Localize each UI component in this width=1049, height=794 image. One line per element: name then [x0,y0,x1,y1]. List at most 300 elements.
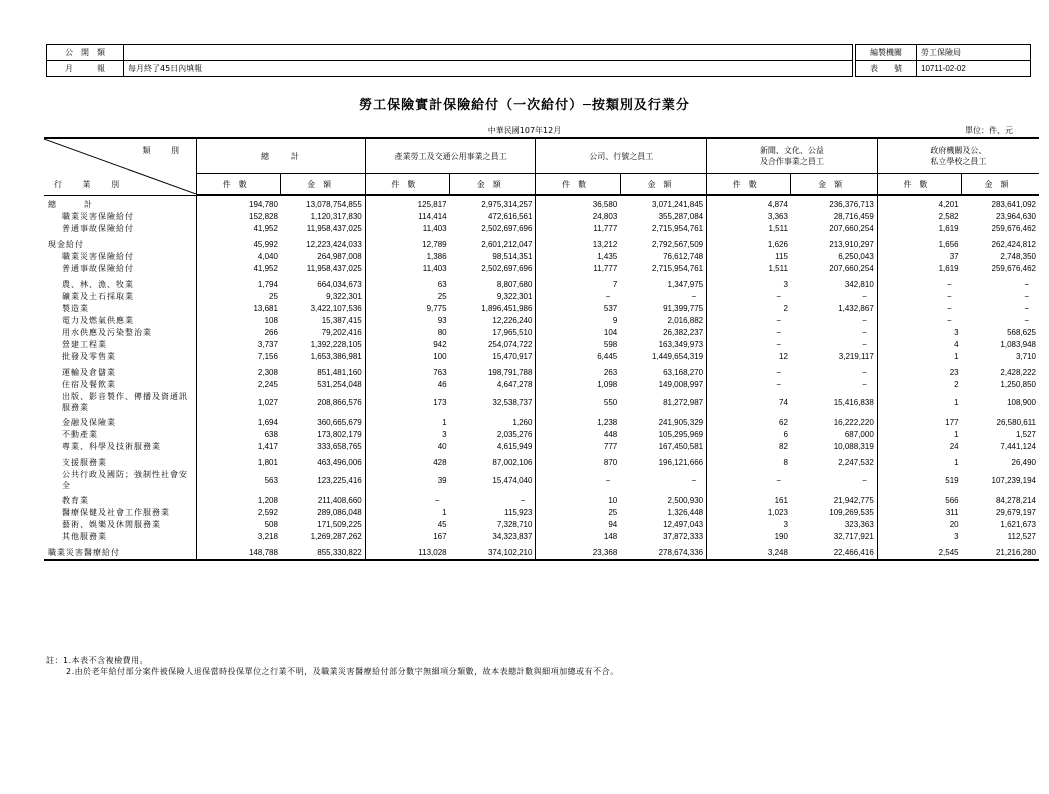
row-label: 藝術、娛樂及休閒服務業 [62,520,161,529]
cell-count: 1,435 [536,251,620,263]
cell-amount: 198,791,788 [487,368,533,377]
cell-count: 3 [877,531,961,543]
row-label: 其他服務業 [62,532,107,541]
cell-count: 161 [707,495,791,507]
cell-amount: 15,474,040 [492,475,533,485]
table-row [44,223,1039,235]
cell-count: − [877,315,961,327]
cell-amount: 1,260 [512,418,533,427]
cell-count: − [707,315,791,327]
table-row [44,251,1039,263]
row-label: 總 計 [48,199,93,209]
cell-count: 1,511 [707,263,791,275]
cell-amount: 333,658,765 [317,442,362,451]
table-row [44,429,1039,441]
cell-amount: 21,942,775 [833,496,874,505]
cell-amount: − [691,292,697,301]
cell-count: 2,582 [877,211,961,223]
cell-count: 1,801 [197,457,281,469]
cell-count: − [707,367,791,379]
cell-amount: 15,416,838 [833,397,874,407]
cell-count: 4,874 [707,195,791,211]
cell-amount: 2,428,222 [1000,368,1036,377]
cell-count: 1 [365,417,449,429]
row-label: 製造業 [62,304,89,313]
header-left-table [46,44,853,77]
table-row [44,327,1039,339]
row-label: 不動產業 [62,430,98,439]
cell-count: 104 [536,327,620,339]
cell-count: 777 [536,441,620,453]
cell-count: 563 [197,469,281,491]
cell-count: 550 [536,391,620,413]
unit-label: 單位：件、元 [965,126,1013,135]
cell-amount: 355,287,084 [658,212,704,221]
cell-count: 1 [877,457,961,469]
cell-amount: 12,497,043 [663,520,704,529]
table-row [44,507,1039,519]
cell-count: 24 [877,441,961,453]
cell-amount: 115,923 [504,508,533,517]
cell-count: 4,201 [877,195,961,211]
sub-header-amount: 金額 [962,174,1039,196]
table-row [44,351,1039,363]
cell-count: 190 [707,531,791,543]
cell-amount: 12,226,240 [492,316,533,325]
header-left-label: 公 開 類 [47,45,124,61]
cell-count: 12 [707,351,791,363]
sub-header-amount: 金額 [281,174,365,196]
row-label: 營建工程業 [62,340,107,349]
cell-amount: 207,660,254 [829,224,874,233]
cell-amount: 29,679,197 [995,508,1036,517]
table-body [44,195,1039,560]
cell-count: 20 [877,519,961,531]
cell-count: 37 [877,251,961,263]
cell-count: 13,212 [536,239,620,251]
cell-amount: 98,514,351 [492,252,533,261]
cell-count: 1,417 [197,441,281,453]
cell-amount: 91,399,775 [663,304,704,313]
cell-amount: 76,612,748 [663,252,704,261]
cell-count: 173 [365,391,449,413]
cell-amount: 664,034,673 [317,280,362,289]
cell-amount: 9,322,301 [496,292,533,301]
cell-amount: 173,802,179 [317,430,362,439]
table-row [44,367,1039,379]
cell-amount: 167,450,581 [658,442,704,451]
table-row [44,303,1039,315]
cell-count: 519 [877,469,961,491]
cell-count: 6,445 [536,351,620,363]
table-corner [44,138,197,195]
cell-amount: 163,349,973 [658,340,704,349]
row-label: 教育業 [62,496,89,505]
cell-count: 167 [365,531,449,543]
cell-amount: 262,424,812 [991,240,1036,249]
cell-count: 1,238 [536,417,620,429]
table-row [44,291,1039,303]
corner-bottom-label: 行 業 別 [54,180,129,190]
table-row [44,531,1039,543]
cell-amount: 11,958,437,025 [306,224,362,233]
cell-count: 194,780 [197,195,281,211]
cell-amount: 171,509,225 [317,520,362,529]
cell-count: 100 [365,351,449,363]
table-row [44,547,1039,560]
row-label: 用水供應及污染整治業 [62,328,152,337]
header-left-value: 每月終了45日內填報 [124,61,853,77]
cell-count: 6 [707,429,791,441]
cell-count: 24,803 [536,211,620,223]
cell-amount: − [862,475,867,485]
cell-count: 45 [365,519,449,531]
cell-count: 1 [877,429,961,441]
cell-amount: 28,716,459 [833,212,874,221]
cell-amount: 1,326,448 [667,508,704,517]
cell-count: 3 [707,279,791,291]
cell-count: 62 [707,417,791,429]
cell-count: 25 [197,291,281,303]
cell-amount: 259,676,462 [991,264,1036,273]
cell-amount: 6,250,043 [838,252,874,261]
table-row [44,279,1039,291]
cell-amount: − [1024,304,1029,313]
cell-count: 13,681 [197,303,281,315]
cell-amount: 236,376,713 [829,200,874,209]
cell-amount: 342,810 [844,280,874,289]
cell-amount: 289,086,048 [317,508,362,517]
cell-amount: 1,621,673 [1000,520,1036,529]
cell-count: 82 [707,441,791,453]
cell-count: − [536,291,620,303]
cell-count: 3 [365,429,449,441]
row-label: 現金給付 [48,240,84,249]
cell-amount: 2,247,532 [838,458,874,467]
row-label: 支援服務業 [62,458,107,467]
cell-count: − [707,379,791,391]
cell-amount: 13,078,754,855 [306,200,362,209]
cell-amount: 1,250,850 [1000,380,1036,389]
cell-count: 41,952 [197,223,281,235]
column-group-header: 政府機關及公、 私立學校之員工 [877,138,1039,174]
sub-header-count: 件數 [365,174,449,196]
row-label: 職業災害保險給付 [62,252,134,261]
cell-count: 3,248 [707,547,791,560]
cell-count: 4 [877,339,961,351]
data-table [44,137,1039,561]
cell-amount: 2,715,954,761 [651,224,704,233]
cell-count: 25 [536,507,620,519]
note-line: 2.由於老年給付部分案件被保險人退保當時投保單位之行業不明，及職業災害醫療給付部分數字無細項分類數，故本表總計數與細項加總或有不合。 [66,667,619,676]
cell-amount: 213,910,297 [829,240,874,249]
cell-count: 2 [707,303,791,315]
cell-amount: − [1024,292,1029,301]
cell-count: 148 [536,531,620,543]
cell-count: 7 [536,279,620,291]
cell-amount: 84,278,214 [995,496,1036,505]
cell-amount: 15,470,917 [492,352,533,361]
table-row [44,239,1039,251]
column-group-header: 公司、行號之員工 [536,138,707,174]
cell-count: 45,992 [197,239,281,251]
row-label: 農、林、漁、牧業 [62,280,134,289]
cell-count: 2,592 [197,507,281,519]
cell-count: 74 [707,391,791,413]
cell-count: 2,245 [197,379,281,391]
cell-count: 108 [197,315,281,327]
cell-amount: 259,676,462 [991,224,1036,233]
cell-amount: 3,071,241,845 [651,200,704,209]
table-row [44,391,1039,413]
cell-amount: 1,392,228,105 [310,340,362,349]
header-right-table [855,44,1031,77]
cell-amount: 15,387,415 [321,316,362,325]
cell-amount: 26,580,611 [996,418,1036,427]
cell-count: 1,694 [197,417,281,429]
cell-count: 311 [877,507,961,519]
cell-amount: − [1024,316,1029,325]
row-label: 批發及零售業 [62,352,116,361]
cell-amount: 531,254,048 [317,380,362,389]
cell-amount: 1,432,867 [838,304,874,313]
cell-amount: 22,466,416 [791,547,877,560]
cell-count: 93 [365,315,449,327]
cell-count: 3,218 [197,531,281,543]
cell-amount: 1,269,287,262 [310,532,362,541]
cell-count: 2,545 [877,547,961,560]
cell-count: 1,027 [197,391,281,413]
cell-count: 40 [365,441,449,453]
cell-amount: 254,074,722 [487,340,533,349]
cell-amount: 11,958,437,025 [306,264,362,273]
cell-count: 94 [536,519,620,531]
report-date: 中華民國107年12月 [487,126,562,135]
header-left-label: 月 報 [47,61,124,77]
cell-count: − [707,469,791,491]
page-title: 勞工保險實計保險給付（一次給付）─按類別及行業分 [359,98,690,113]
cell-amount: 26,382,237 [663,328,704,337]
cell-count: 1,511 [707,223,791,235]
cell-count: 41,952 [197,263,281,275]
cell-count: 537 [536,303,620,315]
cell-amount: 2,500,930 [667,496,704,505]
sub-header-amount: 金額 [620,174,706,196]
cell-amount: 7,441,124 [1000,442,1036,451]
cell-count: 10 [536,495,620,507]
cell-count: 638 [197,429,281,441]
header-right-value: 勞工保險局 [917,45,1031,61]
cell-amount: 855,330,822 [281,547,365,560]
header-right-value: 10711-02-02 [917,61,1031,77]
cell-count: 36,580 [536,195,620,211]
cell-count: 566 [877,495,961,507]
cell-amount: 26,490 [1011,458,1036,467]
cell-amount: 687,000 [844,430,874,439]
cell-amount: 4,615,949 [496,442,533,451]
row-label: 公共行政及國防；強制性社會安全 [62,470,188,490]
cell-amount: 2,792,567,509 [651,240,704,249]
cell-amount: 2,016,882 [667,316,704,325]
cell-amount: 360,665,679 [317,418,362,427]
cell-amount: 264,987,008 [317,252,362,261]
cell-count: 942 [365,339,449,351]
table-row [44,457,1039,469]
cell-count: − [536,469,620,491]
cell-amount: 3,219,117 [838,352,874,361]
cell-count: 46 [365,379,449,391]
cell-count: 1,386 [365,251,449,263]
cell-amount: 463,496,006 [317,458,362,467]
cell-count: 9 [536,315,620,327]
cell-amount: 472,616,561 [487,212,533,221]
cell-count: 2 [877,379,961,391]
cell-amount: 1,896,451,986 [481,304,533,313]
cell-count: 148,788 [197,547,281,560]
cell-count: 870 [536,457,620,469]
cell-count: 3 [707,519,791,531]
header-right-label: 編製機關 [856,45,917,61]
table-row [44,195,1039,211]
cell-amount: 851,481,160 [317,368,362,377]
row-label: 職業災害保險給付 [62,212,134,221]
cell-count: 80 [365,327,449,339]
header-left-value [124,45,853,61]
row-label: 住宿及餐飲業 [62,380,116,389]
cell-amount: 23,964,630 [995,212,1036,221]
cell-amount: 4,647,278 [496,380,533,389]
cell-count: 263 [536,367,620,379]
cell-count: 7,156 [197,351,281,363]
cell-amount: 278,674,336 [620,547,706,560]
table-row [44,441,1039,453]
cell-amount: 283,641,092 [991,200,1036,209]
cell-count: 11,777 [536,223,620,235]
cell-amount: 32,717,921 [833,532,874,541]
cell-amount: − [691,475,697,485]
cell-count: 63 [365,279,449,291]
cell-count: 1 [877,351,961,363]
cell-amount: − [862,340,867,349]
cell-amount: 208,866,576 [317,397,362,407]
cell-amount: 3,710 [1015,352,1036,361]
cell-count: 11,403 [365,263,449,275]
cell-amount: 112,527 [1007,532,1036,541]
cell-amount: 79,202,416 [321,328,362,337]
row-label: 電力及燃氣供應業 [62,316,134,325]
cell-amount: − [862,380,867,389]
row-label: 職業災害醫療給付 [44,547,197,560]
cell-count: 428 [365,457,449,469]
cell-amount: 323,363 [844,520,874,529]
cell-amount: 2,748,350 [1000,252,1036,261]
cell-amount: − [862,292,867,301]
cell-count: 11,777 [536,263,620,275]
table-row [44,263,1039,275]
cell-amount: 2,502,697,696 [481,224,533,233]
cell-amount: 1,083,948 [1000,340,1036,349]
row-label: 運輸及倉儲業 [62,368,116,377]
cell-count: − [877,303,961,315]
table-row [44,469,1039,491]
cell-amount: 1,653,386,981 [310,352,362,361]
cell-count: 266 [197,327,281,339]
row-label: 醫療保健及社會工作服務業 [62,508,170,517]
cell-count: 1,619 [877,223,961,235]
cell-amount: − [862,368,867,377]
cell-amount: 374,102,210 [450,547,536,560]
cell-amount: 211,408,660 [317,496,362,505]
cell-amount: 21,216,280 [962,547,1039,560]
cell-count: 508 [197,519,281,531]
table-row [44,339,1039,351]
cell-count: 3,737 [197,339,281,351]
cell-count: 25 [365,291,449,303]
cell-amount: 7,328,710 [496,520,533,529]
cell-count: 1,098 [536,379,620,391]
cell-count: 11,403 [365,223,449,235]
cell-amount: 63,168,270 [663,368,704,377]
cell-amount: 16,222,220 [833,418,874,427]
cell-count: 177 [877,417,961,429]
cell-amount: 105,295,969 [658,430,704,439]
cell-amount: 87,002,106 [492,458,533,467]
column-group-header: 產業勞工及交通公用事業之員工 [365,138,536,174]
cell-count: 598 [536,339,620,351]
cell-count: 113,028 [365,547,449,560]
cell-count: 3,363 [707,211,791,223]
cell-amount: 34,323,837 [492,532,533,541]
cell-count: 3 [877,327,961,339]
cell-count: − [707,327,791,339]
cell-count: 1,023 [707,507,791,519]
row-label: 出版、影音製作、傳播及資通訊服務業 [62,392,188,412]
cell-amount: 107,239,194 [991,475,1036,485]
row-label: 礦業及土石採取業 [62,292,134,301]
cell-amount: 17,965,510 [492,328,533,337]
cell-count: 39 [365,469,449,491]
row-label: 普通事故保險給付 [62,224,134,233]
cell-count: 2,308 [197,367,281,379]
column-group-header: 總 計 [197,138,366,174]
cell-amount: 2,035,276 [496,430,533,439]
column-group-header: 新聞、文化、公益 及合作事業之員工 [707,138,878,174]
cell-count: 763 [365,367,449,379]
cell-amount: 1,120,317,830 [310,212,362,221]
cell-count: − [365,495,449,507]
header-right-label: 表 號 [856,61,917,77]
table-row [44,417,1039,429]
cell-amount: 32,538,737 [492,397,533,407]
cell-count: 23,368 [536,547,620,560]
cell-amount: − [862,328,867,337]
sub-header-count: 件數 [536,174,620,196]
sub-header-amount: 金額 [450,174,536,196]
cell-count: 114,414 [365,211,449,223]
cell-amount: 109,269,535 [829,508,874,517]
cell-amount: − [862,316,867,325]
cell-count: 1 [365,507,449,519]
cell-amount: 149,008,997 [658,380,704,389]
table-row [44,211,1039,223]
cell-amount: − [520,496,526,505]
cell-count: 4,040 [197,251,281,263]
cell-count: 12,789 [365,239,449,251]
cell-amount: 108,900 [1007,397,1036,407]
cell-amount: 2,502,697,696 [481,264,533,273]
table-row [44,315,1039,327]
cell-count: 23 [877,367,961,379]
